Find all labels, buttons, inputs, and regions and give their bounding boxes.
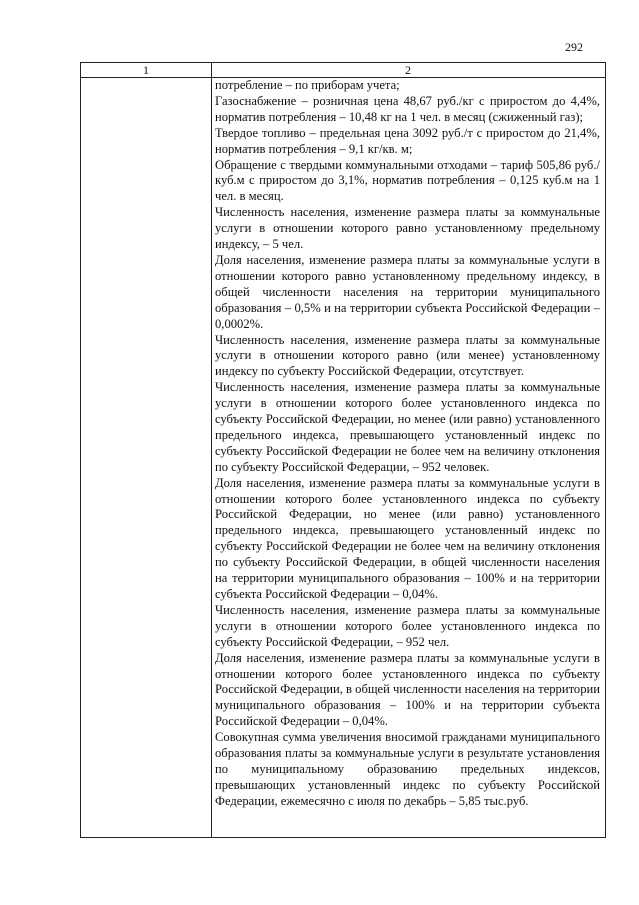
paragraph: Численность населения, изменение размера платы за коммунальные услуги в отношении которого равно (или менее) установленному индексу по субъекту Российской Федерации, отсутствует. xyxy=(215,332,600,379)
paragraph: Доля населения, изменение размера платы за коммунальные услуги в отношении которого более установленного индекса по субъекту Российской Федерации, но менее (или равно) установленного предельного индекса, превышающего установленный индекс по субъекту Российской Федерации не более чем на величину отклонения по субъекту Российской Федерации, в общей численности населения на территории муниципального образования – 100% и на территории субъекта Российской Федерации – 0,04%. xyxy=(215,475,600,601)
paragraph: Совокупная сумма увеличения вносимой гражданами муниципального образования платы за коммунальные услуги в результате установления по муниципальному образованию предельных индексов, превышающих установленный индекс по субъекту Российской Федерации, ежемесячно с июля по декабрь – 5,85 тыс.руб. xyxy=(215,730,600,808)
paragraph: Численность населения, изменение размера платы за коммунальные услуги в отношении которого более установленного индекса по субъекту Российской Федерации, но менее (или равно) установленного предельного индекса, превышающего установленный индекс по субъекту Российской Федерации не более чем на величину отклонения по субъекту Российской Федерации, – 952 человек. xyxy=(215,380,600,474)
paragraph: Обращение с твердыми коммунальными отходами – тариф 505,86 руб./куб.м с приростом до 3,1%, норматив потребления – 0,125 куб.м на 1 чел. в месяц. xyxy=(215,157,600,204)
paragraph: Доля населения, изменение размера платы за коммунальные услуги в отношении которого равно установленному предельному индексу, в общей численности населения на территории муниципального образования – 0,5% и на территории субъекта Российской Федерации – 0,0002%. xyxy=(215,252,600,331)
paragraph: Газоснабжение – розничная цена 48,67 руб./кг с приростом до 4,4%, норматив потребления – 10,48 кг на 1 чел. в месяц (сжиженный газ); xyxy=(215,93,600,124)
paragraph: Твердое топливо – предельная цена 3092 руб./т с приростом до 21,4%, норматив потребления – 9,1 кг/кв. м; xyxy=(215,125,600,156)
paragraph: Численность населения, изменение размера платы за коммунальные услуги в отношении которого равно установленному предельному индексу, – 5 чел. xyxy=(215,205,600,252)
content-cell xyxy=(215,78,600,810)
document-table xyxy=(80,62,606,838)
paragraph: потребление – по приборам учета; xyxy=(215,78,400,92)
paragraph: Численность населения, изменение размера платы за коммунальные услуги в отношении которого более установленного индекса по субъекту Российской Федерации, – 952 чел. xyxy=(215,602,600,649)
paragraph: Доля населения, изменение размера платы за коммунальные услуги в отношении которого более установленного индекса по субъекту Российской Федерации, в общей численности населения на территории муниципального образования – 100% и на территории субъекта Российской Федерации – 0,04%. xyxy=(215,650,600,729)
header-column-2: 2 xyxy=(405,63,411,77)
column-divider xyxy=(211,63,212,837)
header-column-1: 1 xyxy=(143,63,149,77)
page-number: 292 xyxy=(565,40,583,54)
table-header-row xyxy=(81,63,605,78)
